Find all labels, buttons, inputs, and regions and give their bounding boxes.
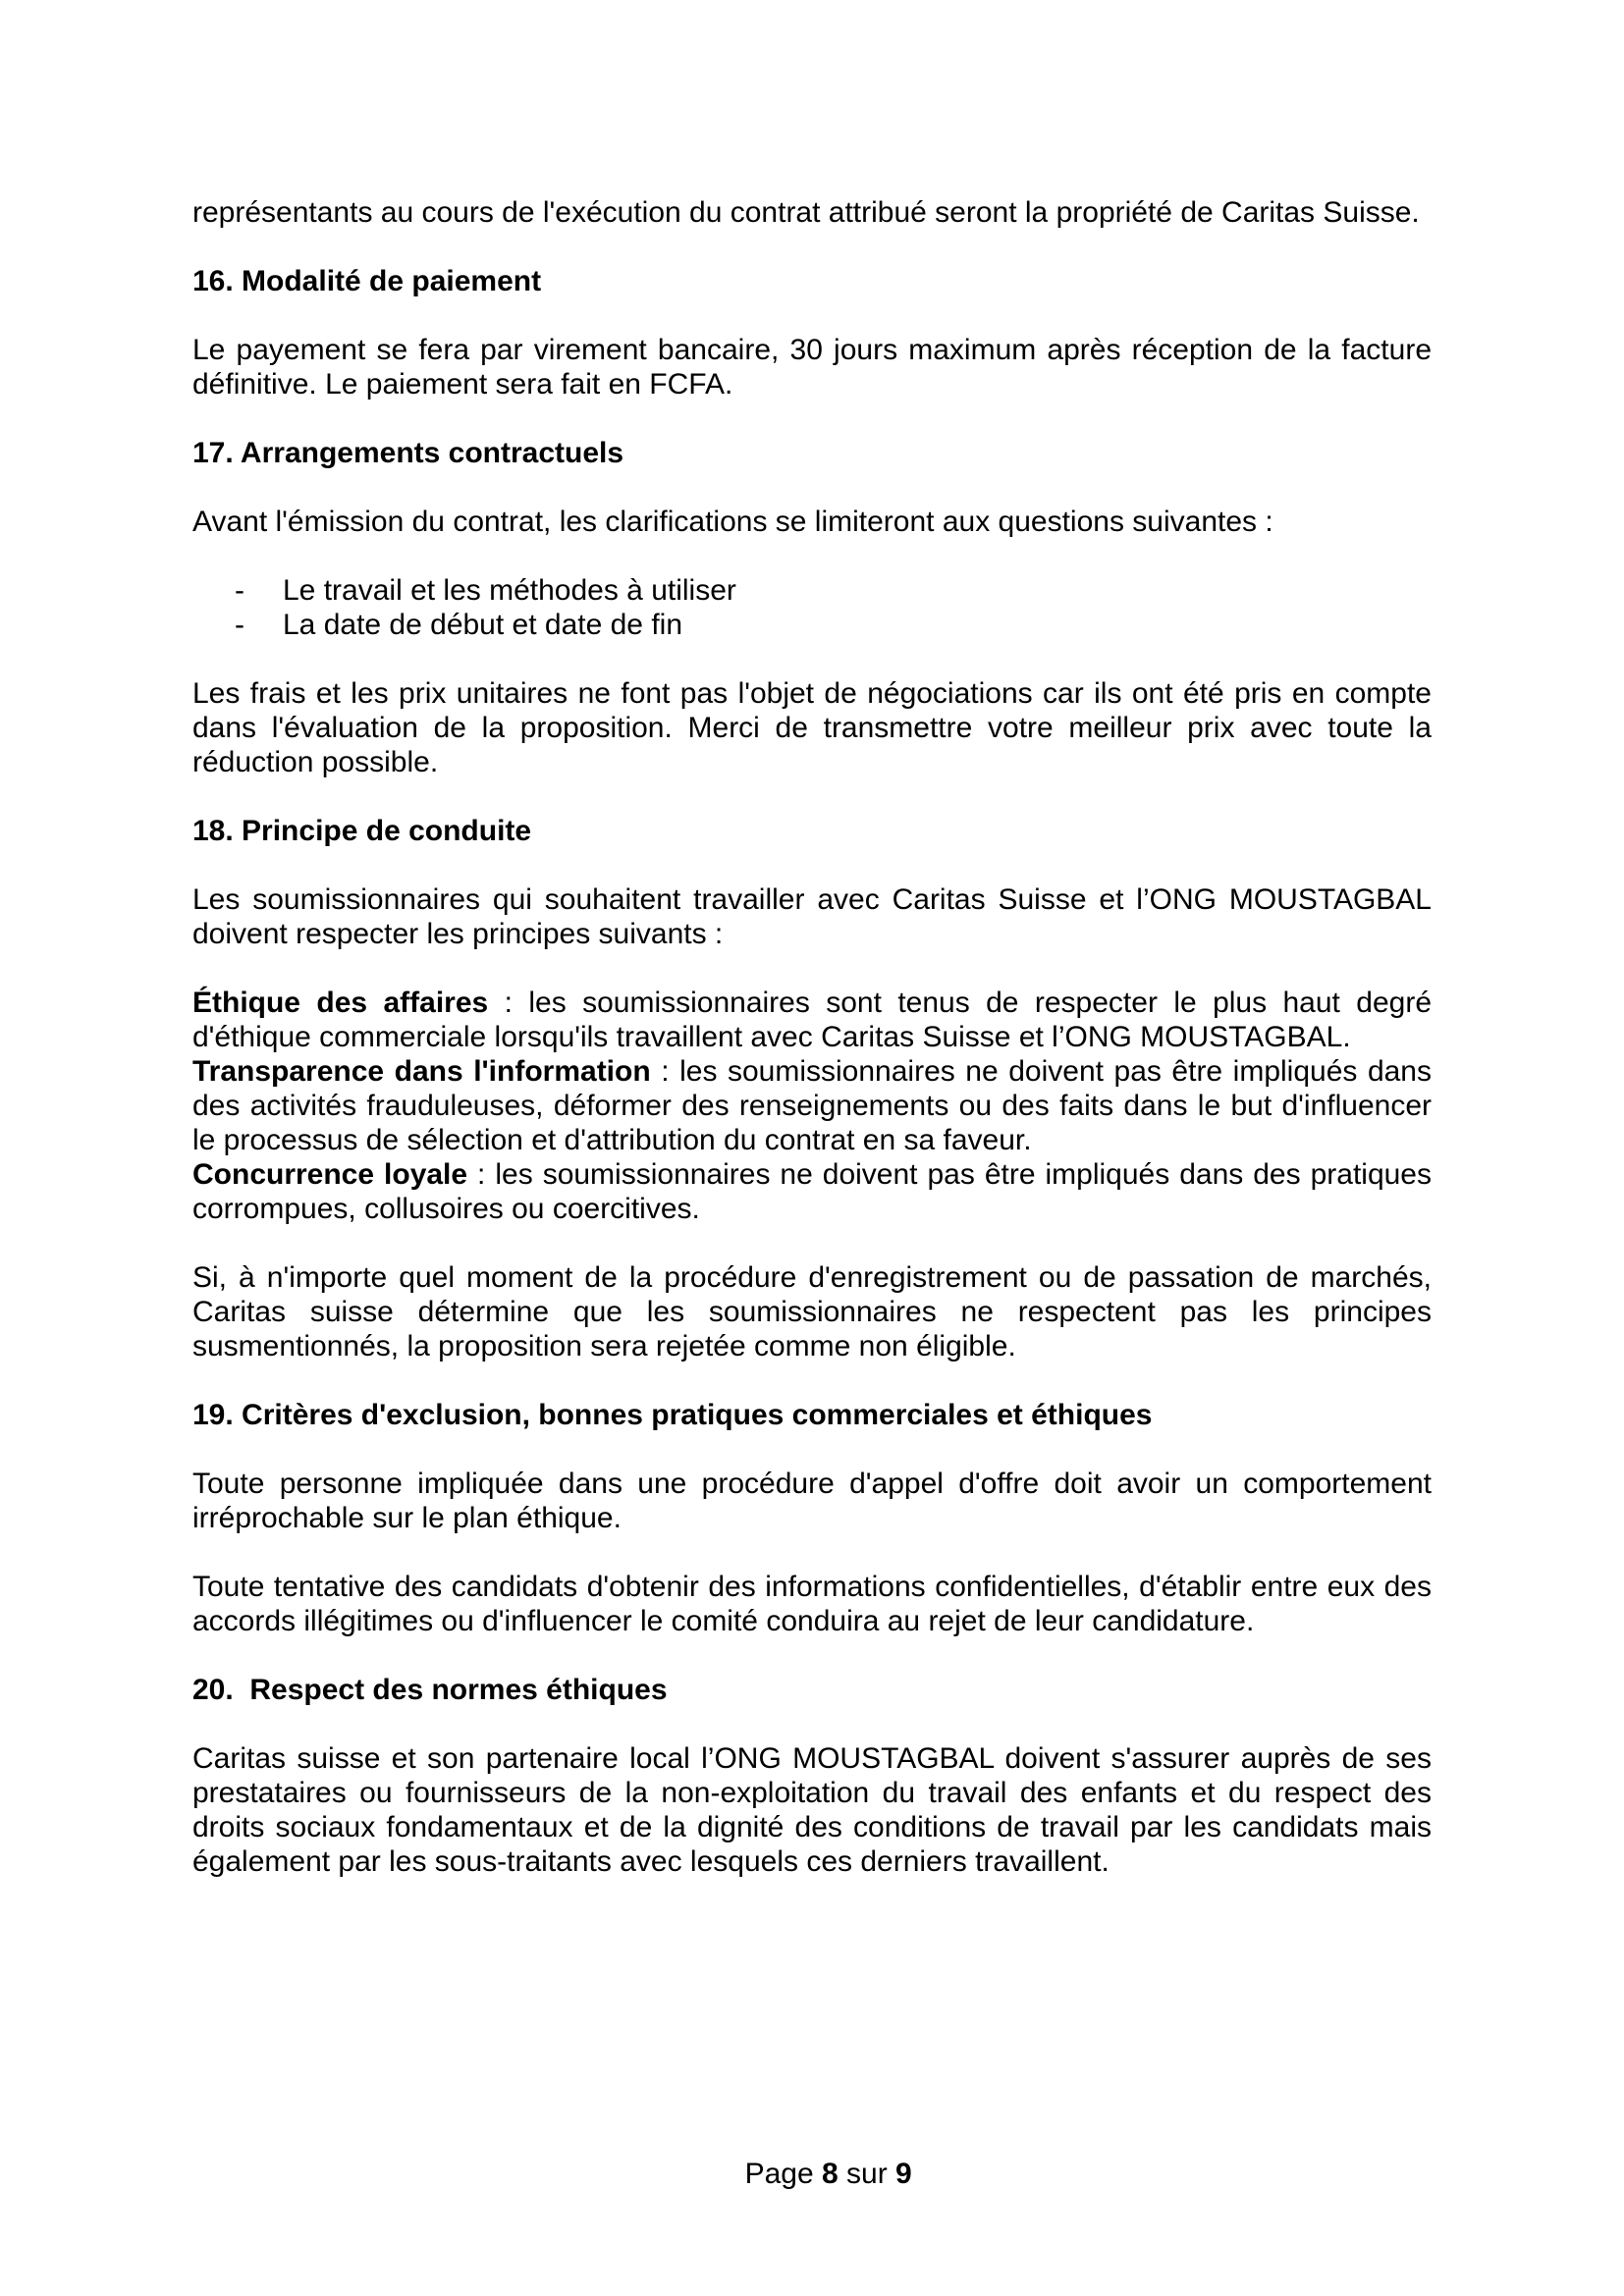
principle-business-ethics — [192, 986, 1432, 1054]
section-heading-19-criteres-exclusion: 19. Critères d'exclusion, bonnes pratiques commerciales et éthiques — [192, 1399, 1153, 1431]
page-footer — [0, 2122, 1624, 2225]
footer-total-page-number: 9 — [895, 2158, 912, 2190]
principle-text: : les soumissionnaires sont tenus de respecter le plus haut degré d'éthique commerciale lorsqu'ils travaillent avec Caritas Suisse et l’ONG MOUSTAGBAL. — [192, 987, 1433, 1053]
list-item-text: La date de début et date de fin — [283, 609, 683, 641]
paragraph-fees: Les frais et les prix unitaires ne font pas l'objet de négociations car ils ont été pris en compte dans l'évaluation de la proposition. Merci de transmettre votre meilleur prix avec toute la réduction possible. — [192, 677, 1432, 778]
principle-lead: Éthique des affaires — [192, 987, 489, 1019]
paragraph-intro-continuation: représentants au cours de l'exécution du contrat attribué seront la propriété de Caritas Suisse. — [192, 196, 1420, 229]
paragraph-attempts: Toute tentative des candidats d'obtenir des informations confidentielles, d'établir entre eux des accords illégitimes ou d'influencer le comité conduira au rejet de leur candidature. — [192, 1571, 1432, 1637]
paragraph-payment: Le payement se fera par virement bancaire, 30 jours maximum après réception de la facture définitive. Le paiement sera fait en FCFA. — [192, 334, 1432, 400]
principles-block — [192, 986, 1432, 1226]
footer-current-page-number: 8 — [822, 2158, 839, 2190]
section-heading-18-principe-de-conduite: 18. Principe de conduite — [192, 815, 532, 847]
principle-lead: Transparence dans l'information — [192, 1055, 651, 1088]
paragraph-bidders: Les soumissionnaires qui souhaitent travailler avec Caritas Suisse et l’ONG MOUSTAGBAL doivent respecter les principes suivants : — [192, 883, 1432, 950]
list-item — [192, 608, 1432, 642]
bullet-list — [192, 573, 1432, 642]
principle-lead: Concurrence loyale — [192, 1158, 468, 1191]
section-heading-20-respect-normes-ethiques: 20. Respect des normes éthiques — [192, 1674, 668, 1706]
footer-separator: sur — [838, 2158, 896, 2190]
paragraph-rejection: Si, à n'importe quel moment de la procédure d'enregistrement ou de passation de marchés, Caritas suisse détermine que les soumissionnaires ne respectent pas les principes susmentionnés, la proposition sera rejetée comme non éligible. — [192, 1261, 1432, 1362]
principle-text: : les soumissionnaires ne doivent pas être impliqués dans des pratiques corrompues, collusoires ou coercitives. — [192, 1158, 1432, 1225]
principle-fair-competition — [192, 1157, 1432, 1226]
list-item-text: Le travail et les méthodes à utiliser — [283, 574, 736, 607]
footer-page-label: Page — [744, 2158, 822, 2190]
section-heading-17-arrangements-contractuels: 17. Arrangements contractuels — [192, 437, 624, 469]
principle-text: : les soumissionnaires ne doivent pas être impliqués dans des activités frauduleuses, déformer des renseignements ou des faits dans le but d'influencer le processus de sélection et d'attribution du contrat en sa faveur. — [192, 1055, 1432, 1156]
dash-bullet-marker: - — [235, 574, 244, 607]
paragraph-behavior: Toute personne impliquée dans une procédure d'appel d'offre doit avoir un comportement irréprochable sur le plan éthique. — [192, 1468, 1432, 1534]
paragraph-clarifications: Avant l'émission du contrat, les clarifications se limiteront aux questions suivantes : — [192, 506, 1273, 538]
dash-bullet-marker: - — [235, 609, 244, 641]
list-item — [192, 573, 1432, 608]
paragraph-ethical-norms: Caritas suisse et son partenaire local l’ONG MOUSTAGBAL doivent s'assurer auprès de ses prestataires ou fournisseurs de la non-exploitation du travail des enfants et du respect des droits sociaux fondamentaux et de la dignité des conditions de travail par les candidats mais également par les sous-traitants avec lesquels ces derniers travaillent. — [192, 1742, 1432, 1878]
principle-information-transparency — [192, 1054, 1432, 1157]
section-heading-16-modalite-de-paiement: 16. Modalité de paiement — [192, 265, 542, 297]
document-body — [192, 195, 1432, 1913]
